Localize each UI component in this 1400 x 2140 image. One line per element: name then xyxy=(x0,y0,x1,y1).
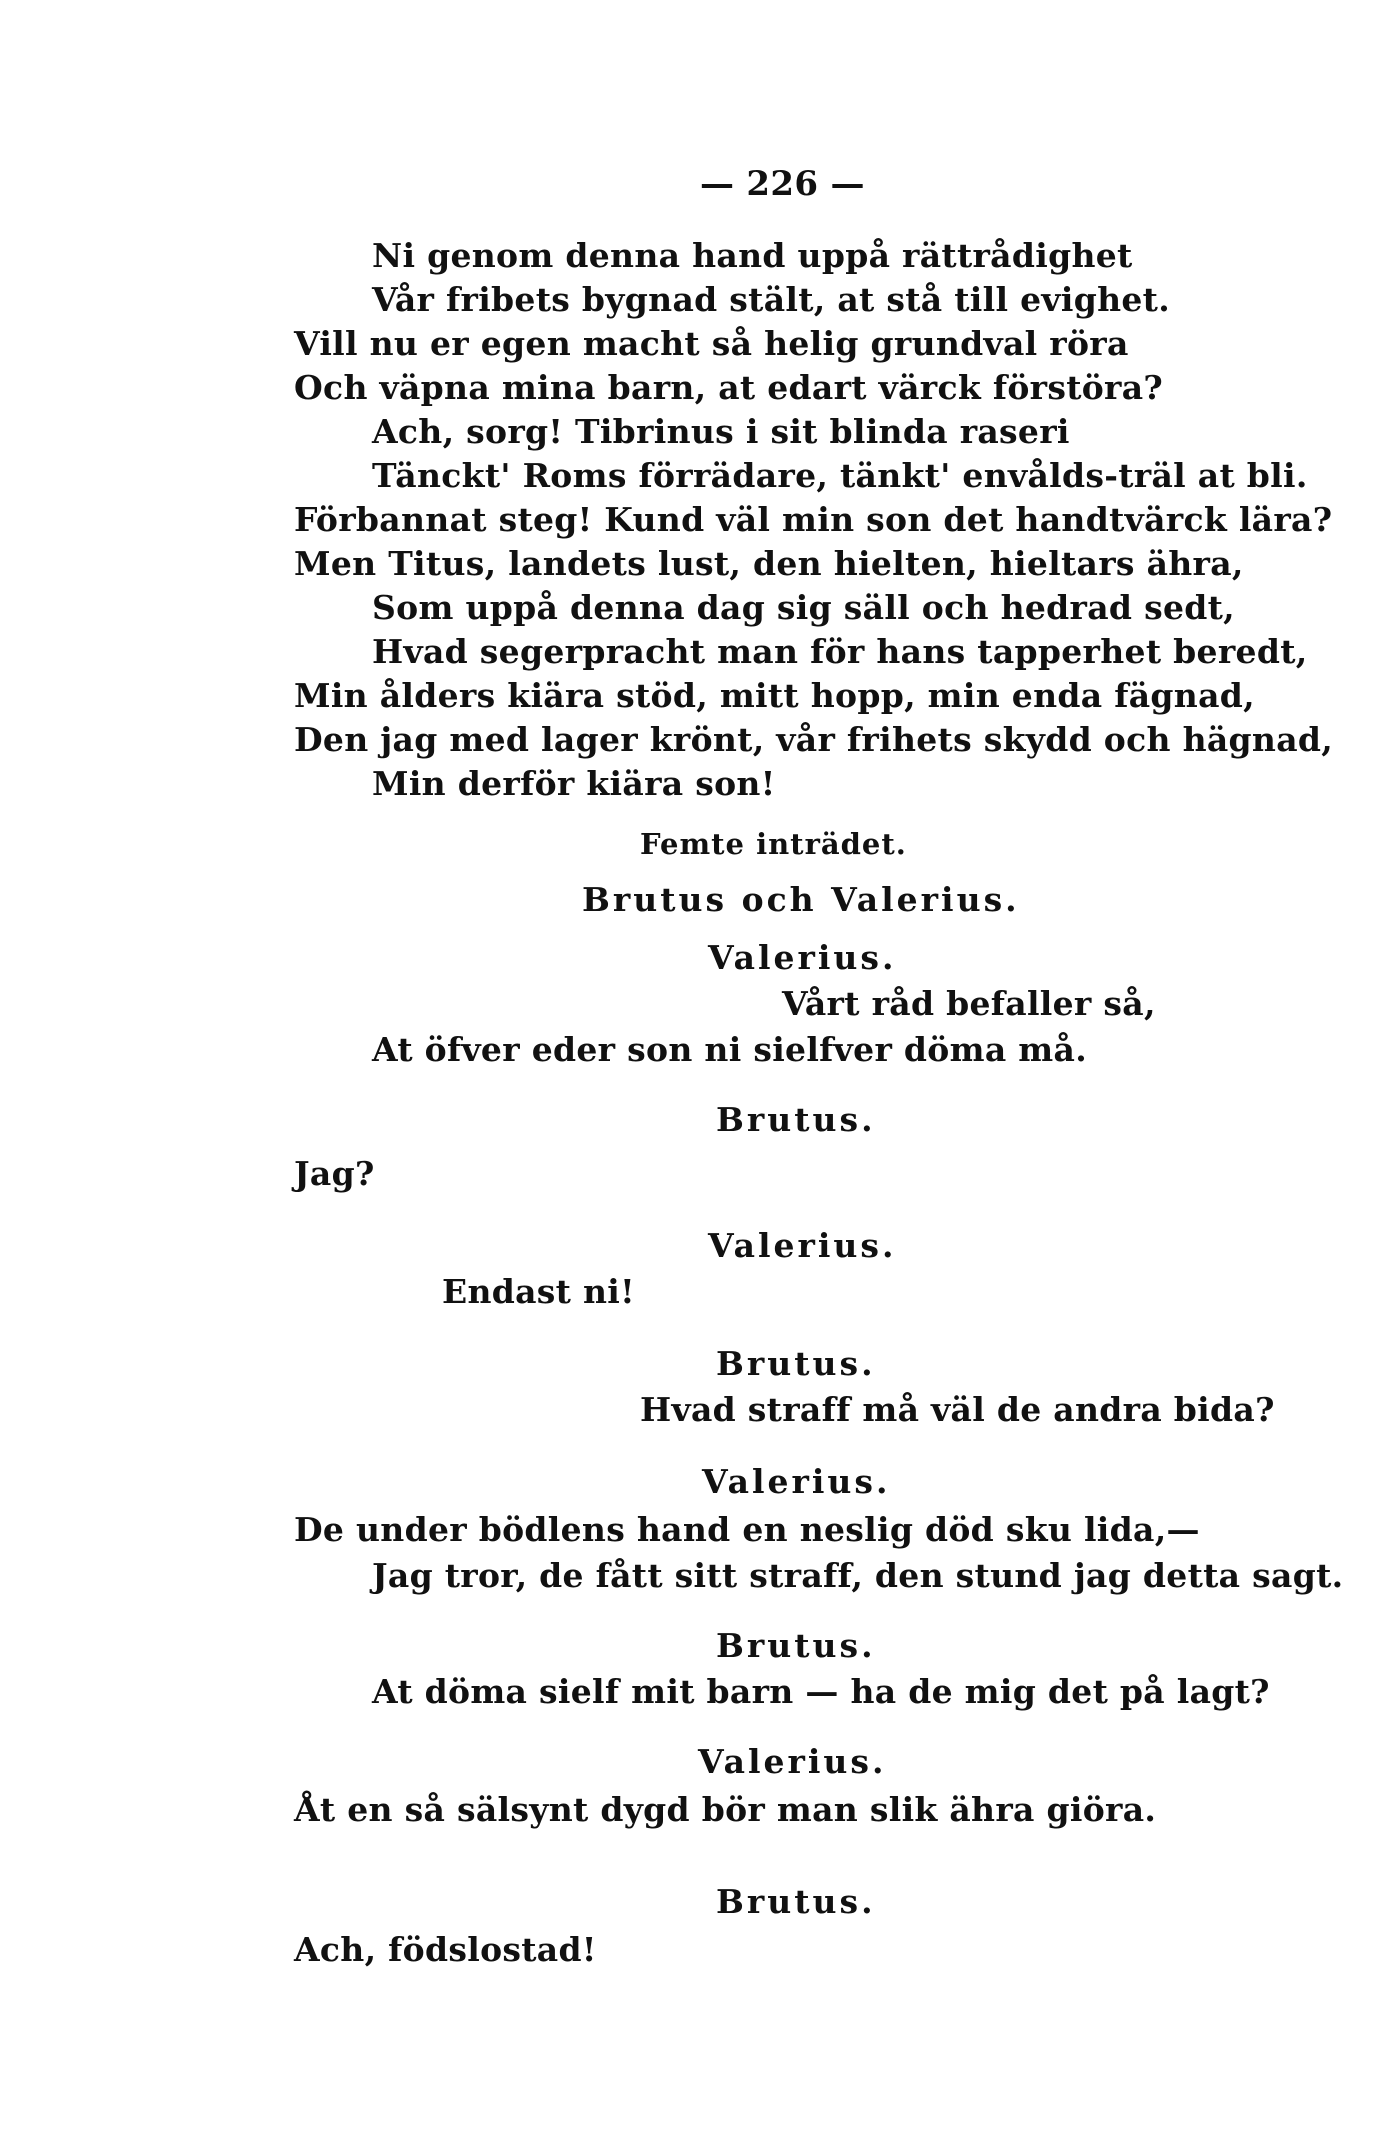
verse-line: Min ålders kiära stöd, mitt hopp, min enda fägnad, xyxy=(294,676,1255,715)
speaker-valerius: Valerius. xyxy=(708,1226,897,1265)
verse-line: Och väpna mina barn, at edart värck förstöra? xyxy=(294,368,1164,407)
dialogue-line: Jag tror, de fått sitt straff, den stund jag detta sagt. xyxy=(372,1556,1344,1595)
dialogue-line: Hvad straff må väl de andra bida? xyxy=(640,1390,1275,1429)
dialogue-line: At öfver eder son ni sielfver döma må. xyxy=(372,1030,1087,1069)
verse-line: Vill nu er egen macht så helig grundval röra xyxy=(294,324,1129,363)
verse-line: Men Titus, landets lust, den hielten, hieltars ähra, xyxy=(294,544,1244,583)
verse-line: Vår fribets bygnad stält, at stå till evighet. xyxy=(372,280,1171,319)
dialogue-line: At döma sielf mit barn — ha de mig det på lagt? xyxy=(372,1672,1270,1711)
dialogue-line: Jag? xyxy=(294,1154,375,1193)
speaker-brutus: Brutus. xyxy=(716,1344,876,1383)
verse-line: Tänckt' Roms förrädare, tänkt' envålds-träl at bli. xyxy=(372,456,1308,495)
dialogue-line: De under bödlens hand en neslig död sku lida,— xyxy=(294,1510,1200,1549)
scene-characters: Brutus och Valerius. xyxy=(582,880,1020,919)
dialogue-line: Ach, födslostad! xyxy=(294,1930,597,1969)
verse-line: Hvad segerpracht man för hans tapperhet beredt, xyxy=(372,632,1308,671)
verse-line: Ach, sorg! Tibrinus i sit blinda raseri xyxy=(372,412,1070,451)
speaker-brutus: Brutus. xyxy=(716,1626,876,1665)
dialogue-line: Vårt råd befaller så, xyxy=(782,984,1156,1023)
speaker-valerius: Valerius. xyxy=(698,1742,887,1781)
verse-line: Den jag med lager krönt, vår frihets skydd och hägnad, xyxy=(294,720,1334,759)
verse-line: Ni genom denna hand uppå rättrådighet xyxy=(372,236,1133,275)
verse-line: Förbannat steg! Kund väl min son det handtvärck lära? xyxy=(294,500,1333,539)
page-number: — 226 — xyxy=(700,164,865,204)
speaker-brutus: Brutus. xyxy=(716,1100,876,1139)
verse-line: Min derför kiära son! xyxy=(372,764,776,803)
speaker-valerius: Valerius. xyxy=(708,938,897,977)
speaker-brutus: Brutus. xyxy=(716,1882,876,1921)
scene-heading: Femte inträdet. xyxy=(640,827,907,861)
dialogue-line: Endast ni! xyxy=(442,1272,635,1311)
speaker-valerius: Valerius. xyxy=(702,1462,891,1501)
verse-line: Som uppå denna dag sig säll och hedrad sedt, xyxy=(372,588,1235,627)
dialogue-line: Åt en så sälsynt dygd bör man slik ähra giöra. xyxy=(294,1790,1157,1829)
